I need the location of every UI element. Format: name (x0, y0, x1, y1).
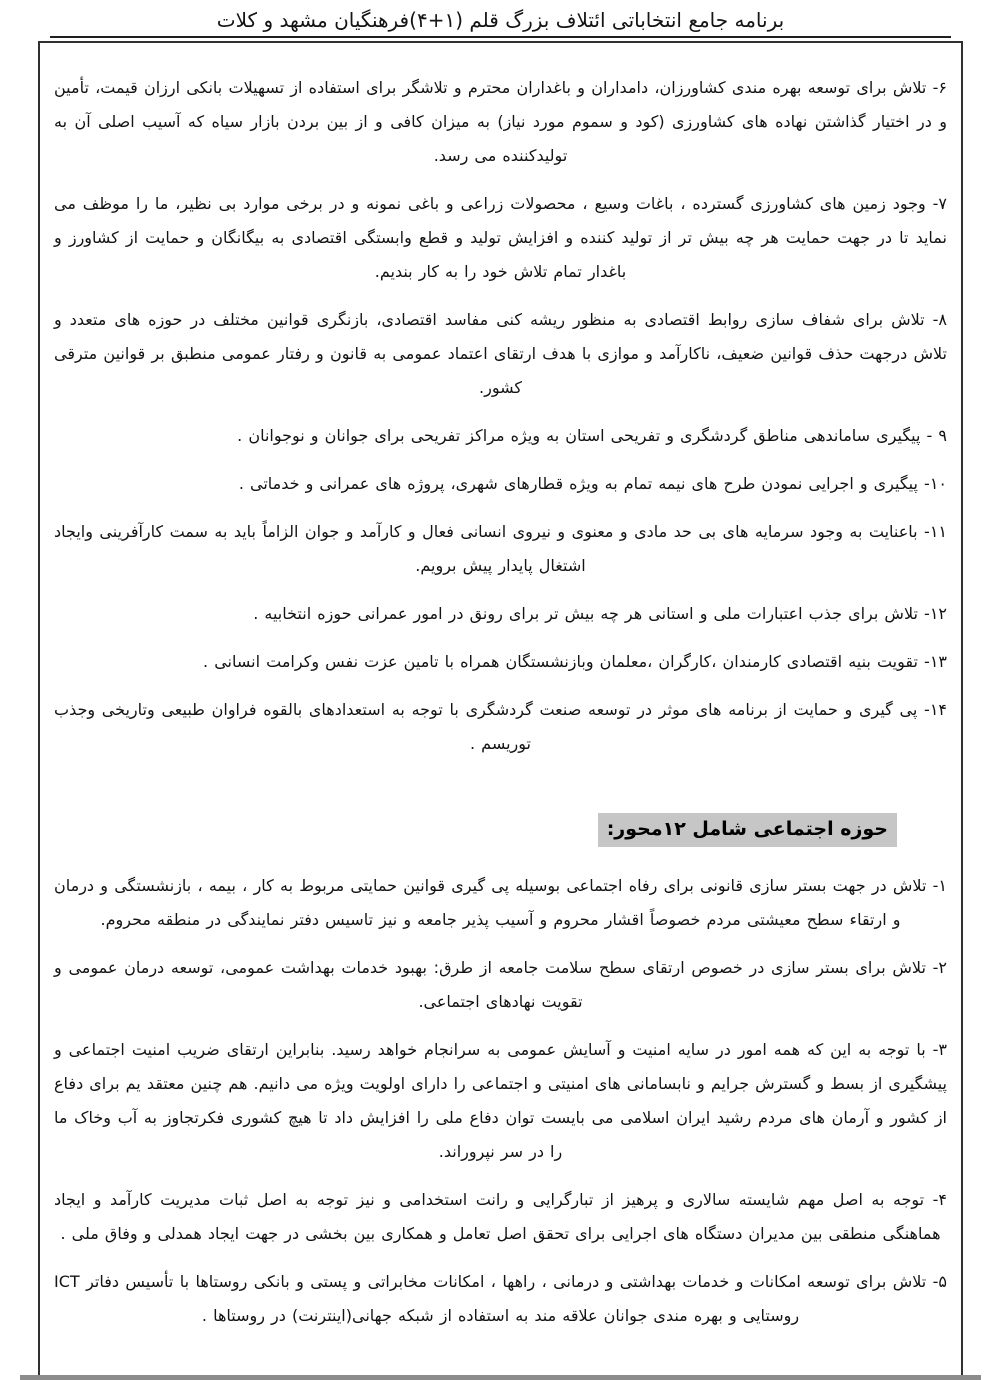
list-item: ۲- تلاش برای بستر سازی در خصوص ارتقای سطح سلامت جامعه از طرق: بهبود خدمات بهداشت عمومی، توسعه درمان عمومی و تقویت نهادهای اجتماعی. (54, 958, 947, 1011)
list-item: ۶- تلاش برای توسعه بهره مندی کشاورزان، دامداران و باغداران محترم و تلاشگر برای استفاده از تسهیلات بانکی ارزان قیمت، تأمین و در اختیار گذاشتن نهاده های کشاورزی (کود و سموم مورد نیاز) به میزان کافی و از بین بردن بازار سیاه که آسیب اصلی آن به تولیدکننده می رسد. (54, 78, 947, 165)
list-item: ۴- توجه به اصل مهم شایسته سالاری و پرهیز از تبارگرایی و رانت استخدامی و نیز توجه به اصل ثبات مدیریت کارآمد و ایجاد هماهنگی منطقی بین مدیران دستگاه های اجرایی برای تحقق اصل تعامل و همکاری بین بخشی در جهت ایجاد همدلی و وفاق ملی . (54, 1190, 947, 1243)
list-item: ۱- تلاش در جهت بستر سازی قانونی برای رفاه اجتماعی بوسیله پی گیری قوانین حمایتی مربوط به کار ، بیمه ، بازنشستگی و درمان و ارتقاء سطح معیشتی مردم خصوصاً اقشار محروم و آسیب پذیر جامعه و نیز تاسیس دفتر نمایندگی در منطقه محروم. (54, 876, 947, 929)
social-section-header: حوزه اجتماعی شامل ۱۲محور: (598, 813, 897, 847)
list-item: ۵- تلاش برای توسعه امکانات و خدمات بهداشتی و درمانی ، راهها ، امکانات مخابراتی و پستی و بانکی روستاها با تأسیس دفاتر ICT روستایی و بهره مندی جوانان علاقه مند به استفاده از شبکه جهانی(اینترنت) در روستاها . (54, 1272, 947, 1325)
list-item: ۸- تلاش برای شفاف سازی روابط اقتصادی به منظور ریشه کنی مفاسد اقتصادی، بازنگری قوانین مختلف در حوزه های متعدد و تلاش درجهت حذف قوانین ضعیف، ناکارآمد و موازی با هدف ارتقای اعتماد عمومی به قانون و رفتار عمومی منطبق بر قوانین مترقی کشور. (54, 310, 947, 397)
list-item: ۷- وجود زمین های کشاورزی گسترده ، باغات وسیع ، محصولات زراعی و باغی نمونه و در برخی موارد بی نظیر، ما را موظف می نماید تا در جهت حمایت هر چه بیش تر از تولید کننده و افزایش تولید و قطع وابستگی اقتصادی به بیگانگان و حمایت از کشاورز و باغدار تمام تلاش خود را به کار بندیم. (54, 194, 947, 281)
list-item: ۱۳- تقویت بنیه اقتصادی کارمندان ،کارگران ،معلمان وبازنشستگان همراه با تامین عزت نفس وکرامت انسانی . (203, 652, 947, 671)
social-items-list (54, 869, 947, 1333)
list-item: ۱۴- پی گیری و حمایت از برنامه های موثر در توسعه صنعت گردشگری با توجه به استعدادهای بالقوه فراوان طبیعی وتاریخی وجذب توریسم . (54, 700, 947, 753)
social-section-header-row (54, 813, 897, 847)
list-item: ۱۲- تلاش برای جذب اعتبارات ملی و استانی هر چه بیش تر برای رونق در امور عمرانی حوزه انتخابیه . (253, 604, 947, 623)
list-item: ۳- با توجه به این که همه امور در سایه امنیت و آسایش عمومی به سرانجام خواهد رسید. بنابراین ارتقای ضریب امنیت اجتماعی و پیشگیری از بسط و گسترش جرایم و نابسامانی های امنیتی و اجتماعی را دارای اولویت ویژه می دانیم. هم چنین معتقد یم برای دفاع از کشور و آرمان های مردم رشید ایران اسلامی می بایست توان دفاع ملی را افزایش داد تا هیچ کشوری فکرتجاوز به آب وخاک ما را در سر نپروراند. (54, 1040, 947, 1161)
list-item: ۹ - پیگیری ساماندهی مناطق گردشگری و تفریحی استان به ویژه مراکز تفریحی برای جوانان و نوجوانان . (237, 426, 947, 445)
economic-items-list (54, 71, 947, 761)
list-item: ۱۱- باعنایت به وجود سرمایه های بی حد مادی و معنوی و نیروی انسانی فعال و کارآمد و جوان الزاماً باید به سمت کارآفرینی وایجاد اشتغال پایدار پیش برویم. (54, 522, 947, 575)
list-item: ۱۰- پیگیری و اجرایی نمودن طرح های نیمه تمام به ویژه قطارهای شهری، پروژه های عمرانی و خدماتی . (238, 474, 947, 493)
page-title: برنامه جامع انتخاباتی ائتلاف بزرگ قلم (۱+۴)فرهنگیان مشهد و کلات (50, 0, 951, 38)
document-frame (38, 41, 963, 1375)
